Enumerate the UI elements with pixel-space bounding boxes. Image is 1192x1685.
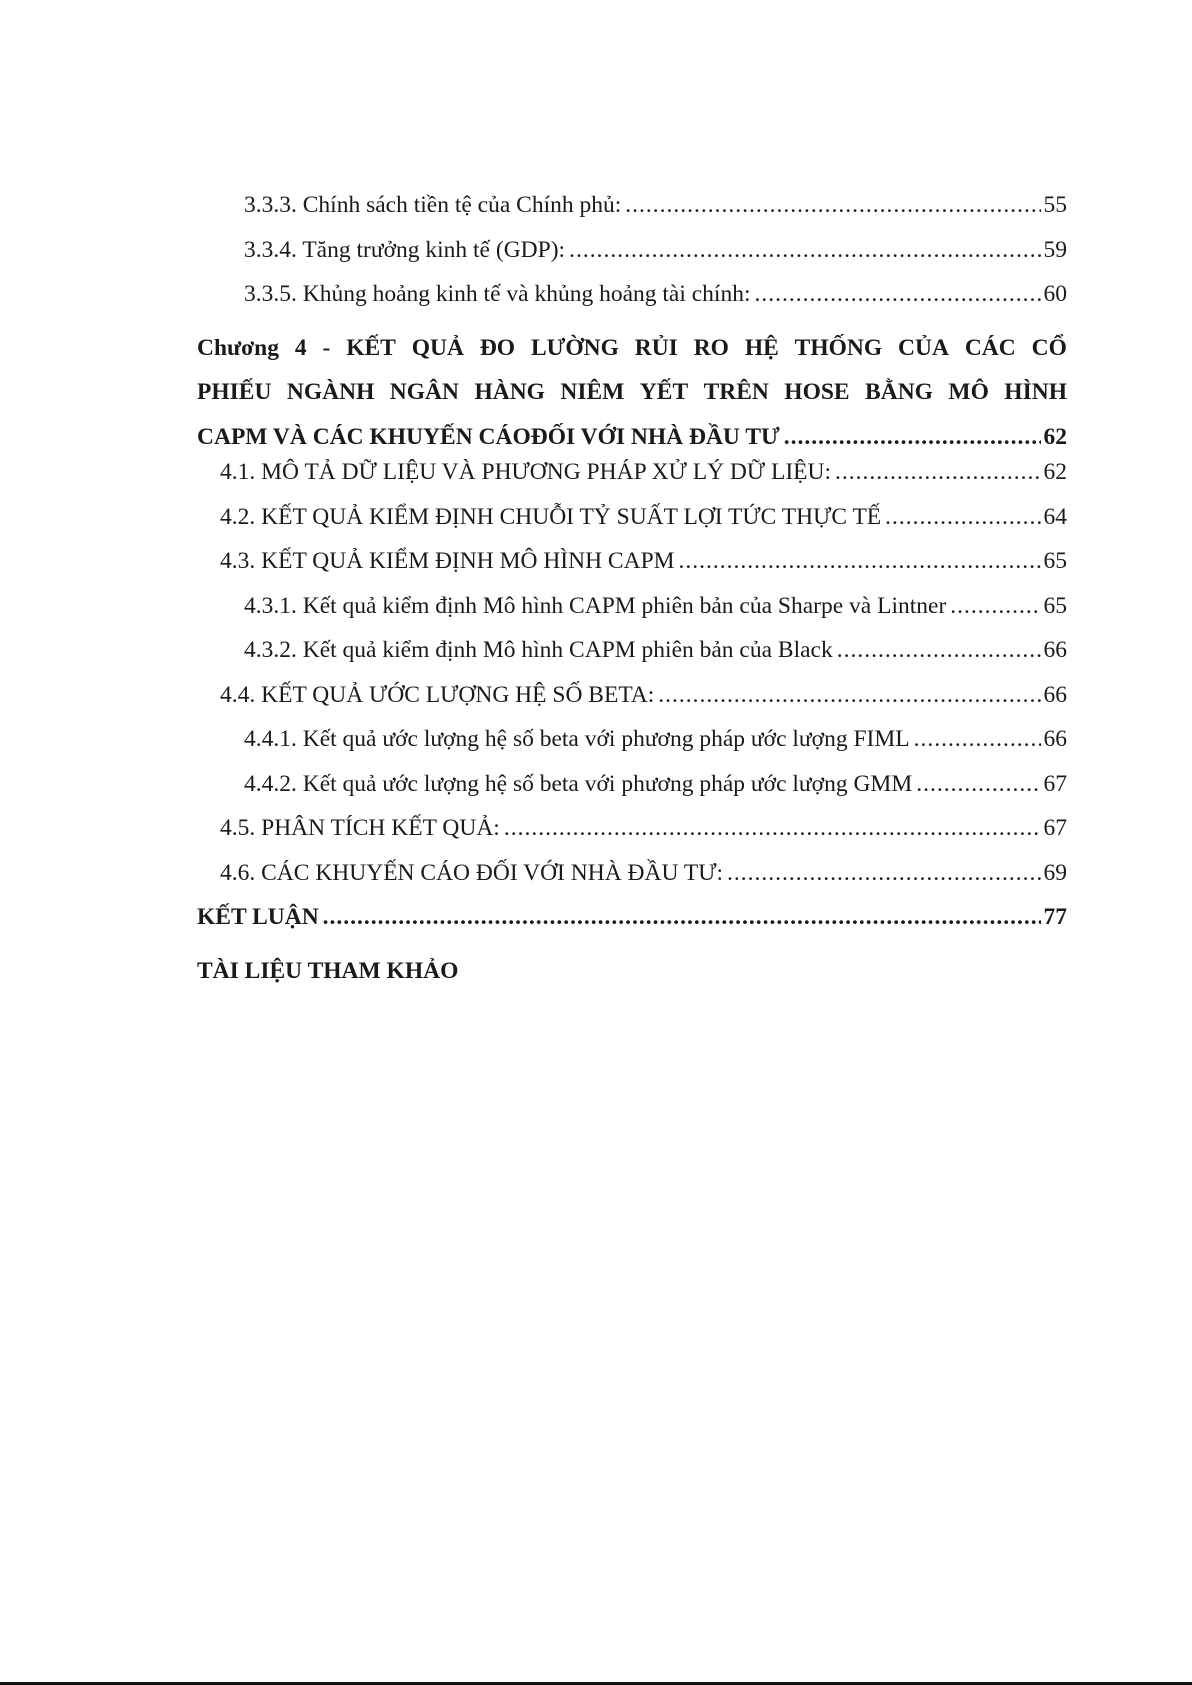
dot-leader (916, 771, 1040, 798)
toc-entry-page: 65 (1043, 592, 1067, 619)
chapter-title-line-3 (197, 415, 1067, 460)
chapter-word: HOSE (784, 379, 850, 405)
chapter-word: Chương (197, 334, 279, 361)
dot-leader (784, 415, 1041, 460)
toc-entry-page: 67 (1043, 815, 1067, 841)
toc-entry-page: 65 (1043, 548, 1067, 574)
toc-entry-4-4-2 (197, 771, 1067, 816)
toc-entry-4-5 (197, 815, 1067, 860)
chapter-word: TRÊN (703, 379, 769, 405)
chapter-title-line-2 (197, 370, 1067, 415)
dot-leader (837, 637, 1041, 664)
toc-entry-page: 62 (1043, 459, 1067, 485)
dot-leader (504, 815, 1041, 842)
chapter-word: LƯỜNG (530, 334, 619, 361)
chapter-word: KẾT (346, 334, 396, 361)
toc-entry-page: 77 (1043, 904, 1067, 930)
toc-entry-title: 4.4.2. Kết quả ước lượng hệ số beta với phương pháp ước lượng GMM (244, 770, 913, 797)
chapter-word: RO (693, 334, 729, 361)
toc-entry-4-1 (197, 459, 1067, 504)
chapter-title-line-1 (197, 326, 1067, 371)
toc-entry-3-3-5 (197, 281, 1067, 326)
toc-entry-title: 4.3.1. Kết quả kiểm định Mô hình CAPM phiên bản của Sharpe và Lintner (244, 592, 947, 619)
toc-entry-title: 4.2. KẾT QUẢ KIỂM ĐỊNH CHUỖI TỶ SUẤT LỢI TỨC THỰC TẾ (220, 503, 882, 530)
chapter-word: NIÊM (560, 379, 625, 405)
chapter-word: HÌNH (1004, 379, 1067, 405)
toc-entry-4-4-1 (197, 726, 1067, 771)
toc-entry-4-2 (197, 504, 1067, 549)
toc-entry-title: 4.1. MÔ TẢ DỮ LIỆU VÀ PHƯƠNG PHÁP XỬ LÝ DỮ LIỆU: (220, 459, 832, 485)
toc-entry-3-3-3 (197, 192, 1067, 237)
toc-entry-title: CAPM VÀ CÁC KHUYẾN CÁOĐỐI VỚI NHÀ ĐẦU TƯ (197, 423, 780, 450)
dot-leader (569, 237, 1040, 264)
chapter-4-heading (197, 326, 1067, 460)
toc-entry-4-3-2 (197, 637, 1067, 682)
toc-entry-page: 60 (1043, 281, 1067, 307)
toc-entry-title: 4.4. KẾT QUẢ ƯỚC LƯỢNG HỆ SỐ BETA: (220, 681, 655, 708)
chapter-word: NGÀNH (286, 379, 375, 405)
chapter-word: CỔ (1031, 334, 1067, 361)
toc-entry-4-4 (197, 682, 1067, 727)
toc-entry-title: 3.3.5. Khủng hoảng kinh tế và khủng hoảng tài chính: (244, 281, 751, 307)
toc-entry-4-3 (197, 548, 1067, 593)
dot-leader (658, 682, 1040, 709)
dot-leader (950, 593, 1040, 620)
chapter-word: - (322, 334, 331, 361)
toc-entry-4-6 (197, 860, 1067, 905)
dot-leader (679, 548, 1041, 575)
toc-entry-3-3-4 (197, 237, 1067, 282)
toc-entry-page: 62 (1043, 423, 1067, 450)
dot-leader (835, 459, 1040, 486)
chapter-word: MÔ (948, 379, 989, 405)
chapter-word: PHIẾU (197, 379, 272, 405)
toc-entry-4-3-1 (197, 593, 1067, 638)
toc-entry-title: 4.3. KẾT QUẢ KIỂM ĐỊNH MÔ HÌNH CAPM (220, 548, 675, 574)
chapter-word: YẾT (639, 379, 689, 405)
dot-leader (914, 726, 1041, 753)
toc-entry-title: 3.3.4. Tăng trưởng kinh tế (GDP): (244, 236, 566, 263)
chapter-word: HÀNG (474, 379, 545, 405)
toc-entry-title: 4.3.2. Kết quả kiểm định Mô hình CAPM phiên bản của Black (244, 637, 833, 663)
chapter-word: ĐO (479, 334, 516, 361)
chapter-word: CÁC (964, 334, 1016, 361)
toc-entry-page: 66 (1043, 681, 1067, 708)
toc-entry-title: 4.4.1. Kết quả ước lượng hệ số beta với phương pháp ước lượng FIML (244, 726, 910, 752)
table-of-contents (197, 192, 1067, 993)
toc-entry-title: 3.3.3. Chính sách tiền tệ của Chính phủ: (244, 192, 622, 218)
dot-leader (754, 281, 1040, 308)
toc-entry-page: 59 (1043, 236, 1067, 263)
chapter-word: THỐNG (794, 334, 883, 361)
dot-leader (727, 860, 1040, 887)
chapter-word: 4 (294, 334, 307, 361)
dot-leader (323, 904, 1041, 931)
toc-entry-page: 67 (1043, 770, 1067, 797)
dot-leader (885, 504, 1040, 531)
toc-entry-title: 4.5. PHÂN TÍCH KẾT QUẢ: (220, 815, 500, 841)
toc-entry-title: 4.6. CÁC KHUYẾN CÁO ĐỐI VỚI NHÀ ĐẦU TƯ: (220, 859, 724, 886)
chapter-word: NGÂN (389, 379, 459, 405)
toc-entry-references: TÀI LIỆU THAM KHẢO (197, 957, 459, 984)
toc-entry-title: KẾT LUẬN (197, 904, 319, 930)
chapter-word: RỦI (634, 334, 678, 361)
toc-entry-page: 69 (1043, 859, 1067, 886)
chapter-word: BẰNG (865, 379, 933, 405)
toc-entry-page: 66 (1043, 637, 1067, 663)
toc-entry-page: 55 (1043, 192, 1067, 218)
toc-entry-page: 64 (1043, 503, 1067, 530)
chapter-word: CỦA (898, 334, 949, 361)
chapter-word: HỆ (744, 334, 779, 361)
dot-leader (625, 192, 1040, 219)
toc-entry-conclusion (197, 904, 1067, 949)
chapter-word: QUẢ (411, 334, 464, 361)
toc-entry-page: 66 (1043, 726, 1067, 752)
